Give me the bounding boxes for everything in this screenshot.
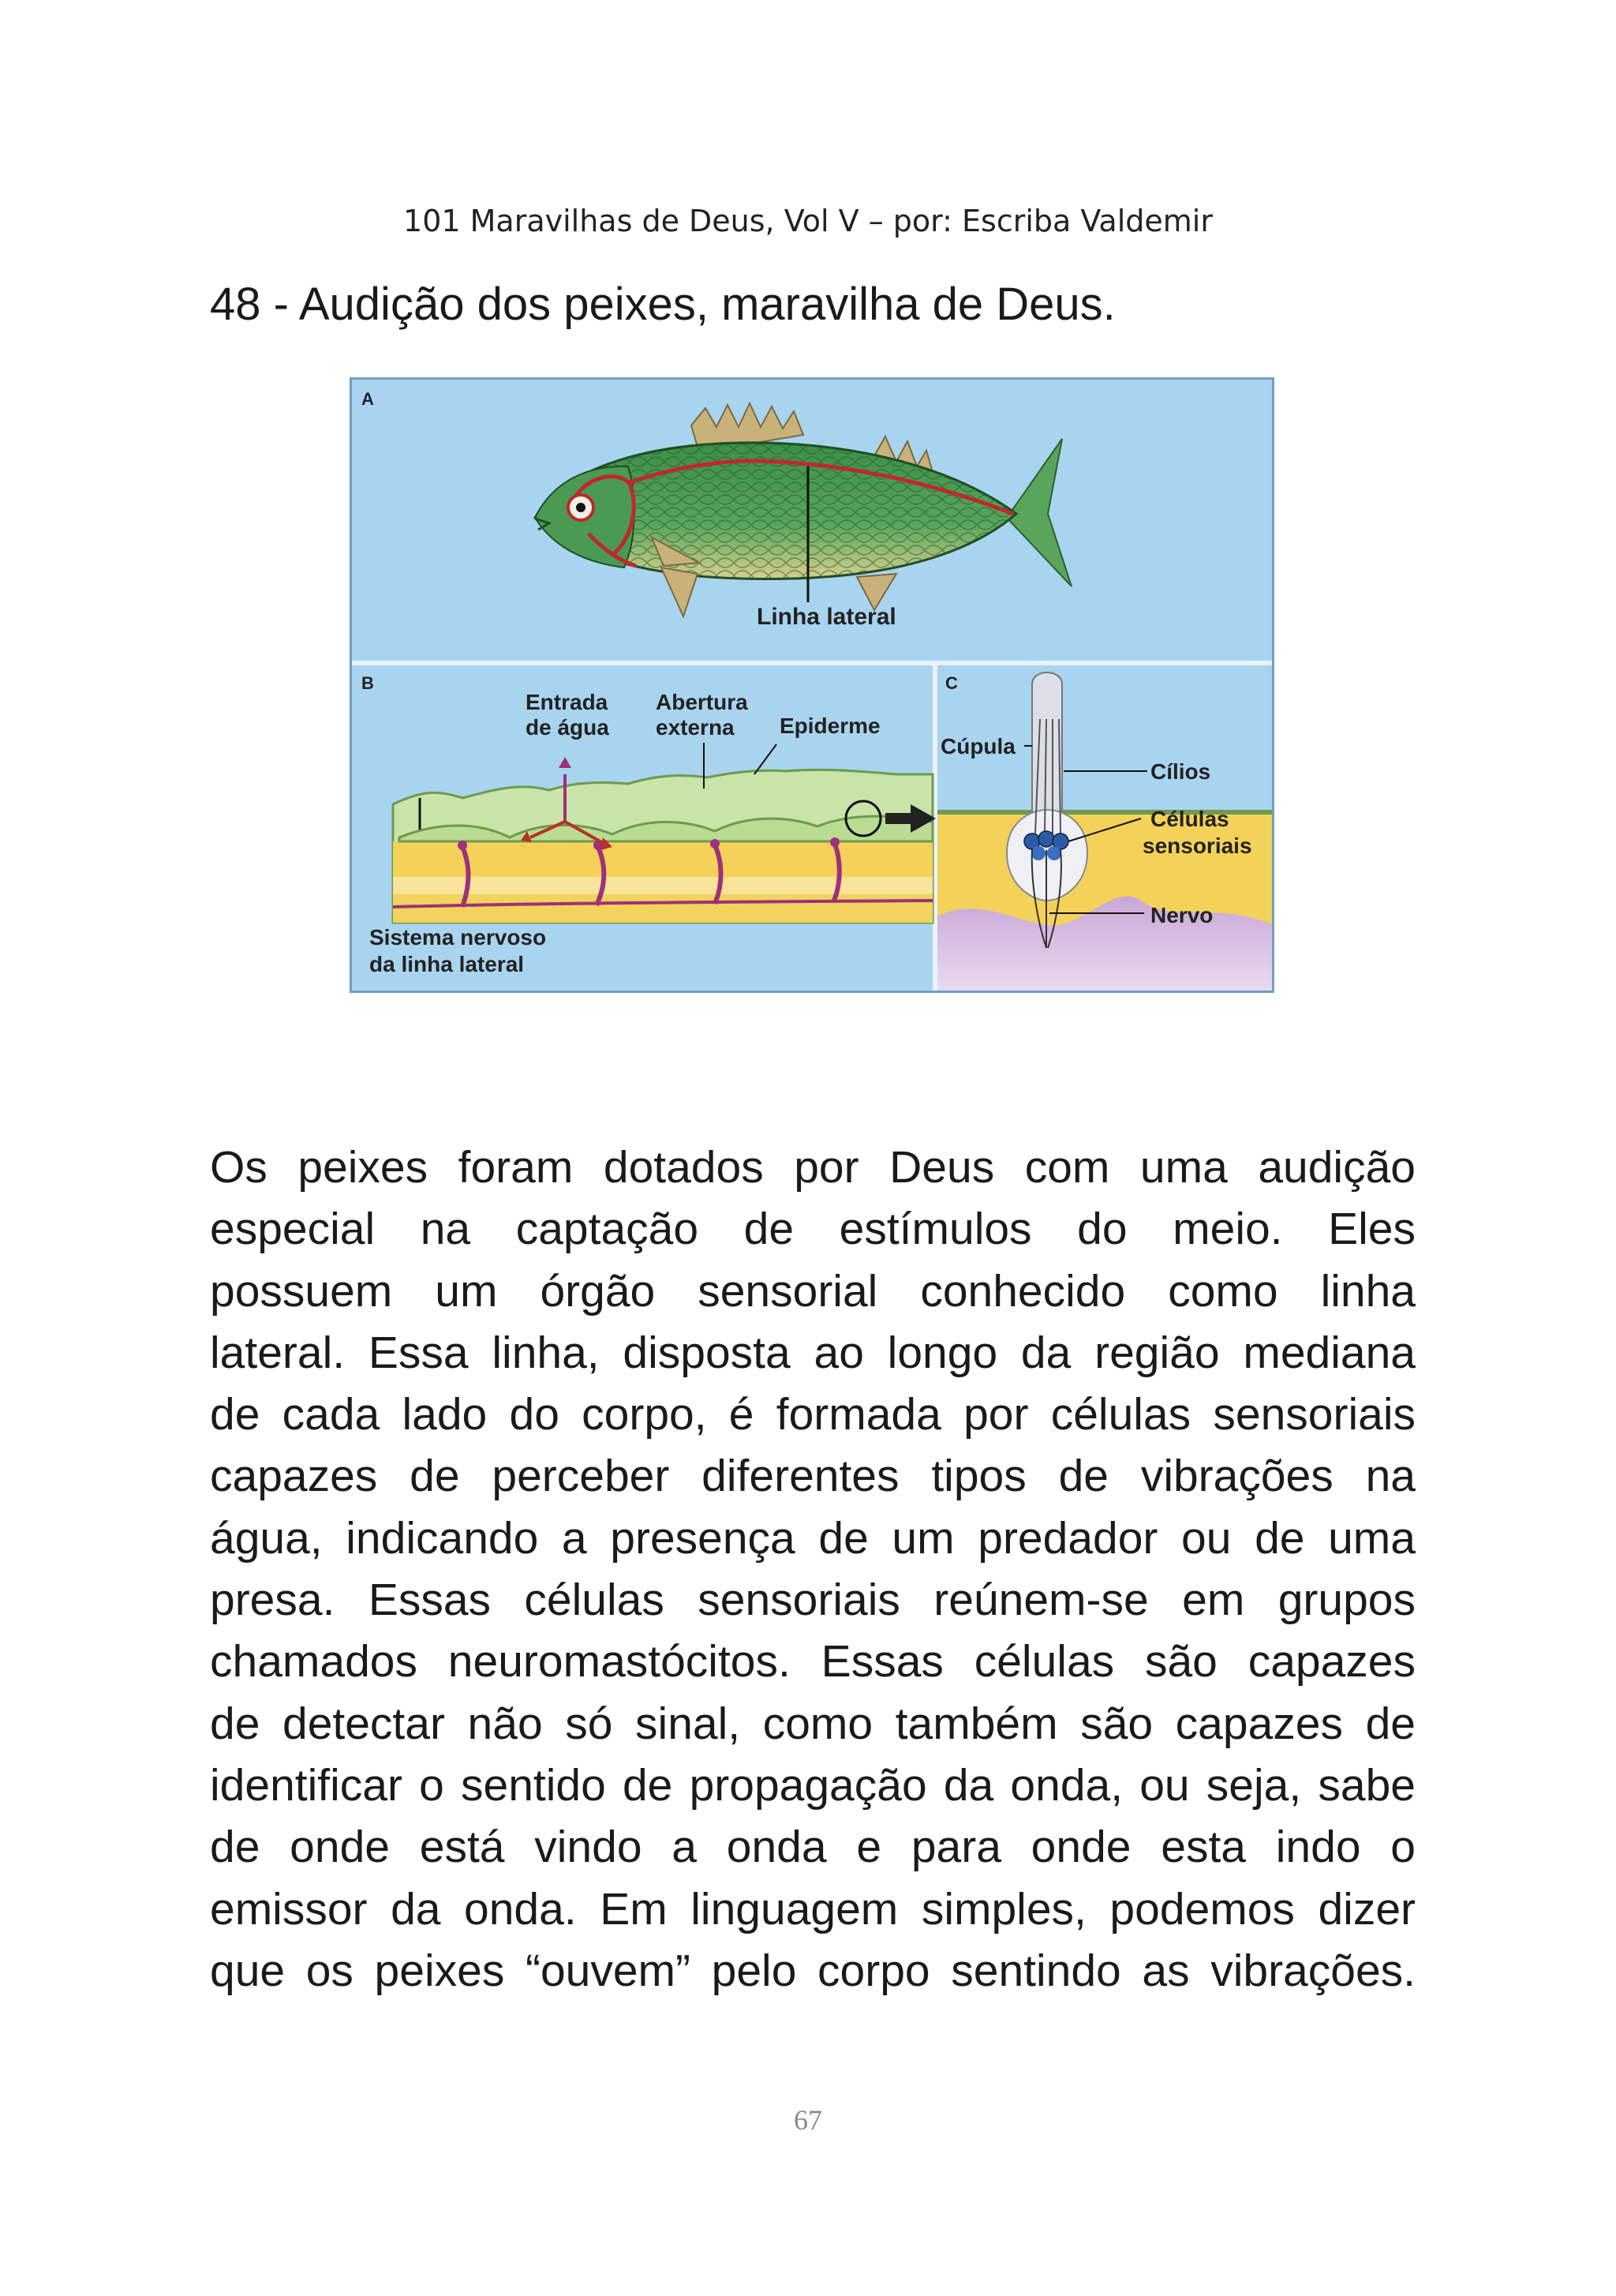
panel-b (352, 665, 936, 991)
body-line: chamados neuromastócitos. Essas células são capazes (210, 1636, 1416, 1687)
label-nervo: Nervo (1150, 903, 1214, 927)
body-line: que os peixes “ouvem” pelo corpo sentindo as vibrações. (210, 1945, 1416, 1996)
panel-a-letter: A (361, 389, 374, 409)
panel-c (937, 665, 1272, 991)
panel-b-letter: B (361, 673, 374, 693)
running-header: 101 Maravilhas de Deus, Vol V – por: Escriba Valdemir (403, 204, 1213, 238)
label-abertura-2: externa (656, 715, 735, 740)
body-line: identificar o sentido de propagação da onda, ou seja, sabe (210, 1759, 1416, 1811)
body-line: lateral. Essa linha, disposta ao longo da região mediana (210, 1327, 1416, 1378)
label-cupula: Cúpula (941, 734, 1016, 758)
body-line: especial na captação de estímulos do meio. Eles (210, 1204, 1416, 1255)
body-line: possuem um órgão sensorial conhecido como linha (210, 1265, 1416, 1317)
lateral-line-figure (350, 377, 1274, 993)
panel-a (352, 380, 1272, 661)
panel-c-letter: C (945, 673, 958, 693)
body-line: de detectar não só sinal, como também são capazes de (210, 1698, 1416, 1749)
chapter-title: 48 - Audição dos peixes, maravilha de Deus. (210, 279, 1116, 330)
label-cilios: Cílios (1150, 759, 1211, 784)
body-line: presa. Essas células sensoriais reúnem-se em grupos (210, 1575, 1416, 1626)
body-line: capazes de perceber diferentes tipos de vibrações na (210, 1451, 1416, 1502)
body-line: de onde está vindo a onda e para onde esta indo o (210, 1822, 1416, 1873)
body-line: de cada lado do corpo, é formada por células sensoriais (210, 1389, 1416, 1440)
label-celulas-2: sensoriais (1143, 833, 1252, 858)
label-celulas-1: Células (1150, 807, 1229, 831)
page-number: 67 (794, 2104, 822, 2136)
label-epiderme: Epiderme (780, 714, 881, 738)
label-abertura-1: Abertura (656, 690, 748, 714)
label-sistema-2: da linha lateral (369, 952, 525, 976)
label-entrada-2: de água (526, 715, 609, 740)
body-line: Os peixes foram dotados por Deus com uma audição (210, 1142, 1416, 1193)
body-paragraph (210, 1137, 1416, 2002)
label-entrada-1: Entrada (526, 690, 608, 714)
body-line: água, indicando a presença de um predador ou de uma (210, 1512, 1416, 1564)
label-linha-lateral: Linha lateral (757, 604, 896, 630)
body-line: emissor da onda. Em linguagem simples, podemos dizer (210, 1883, 1416, 1935)
label-sistema-1: Sistema nervoso (369, 925, 547, 949)
